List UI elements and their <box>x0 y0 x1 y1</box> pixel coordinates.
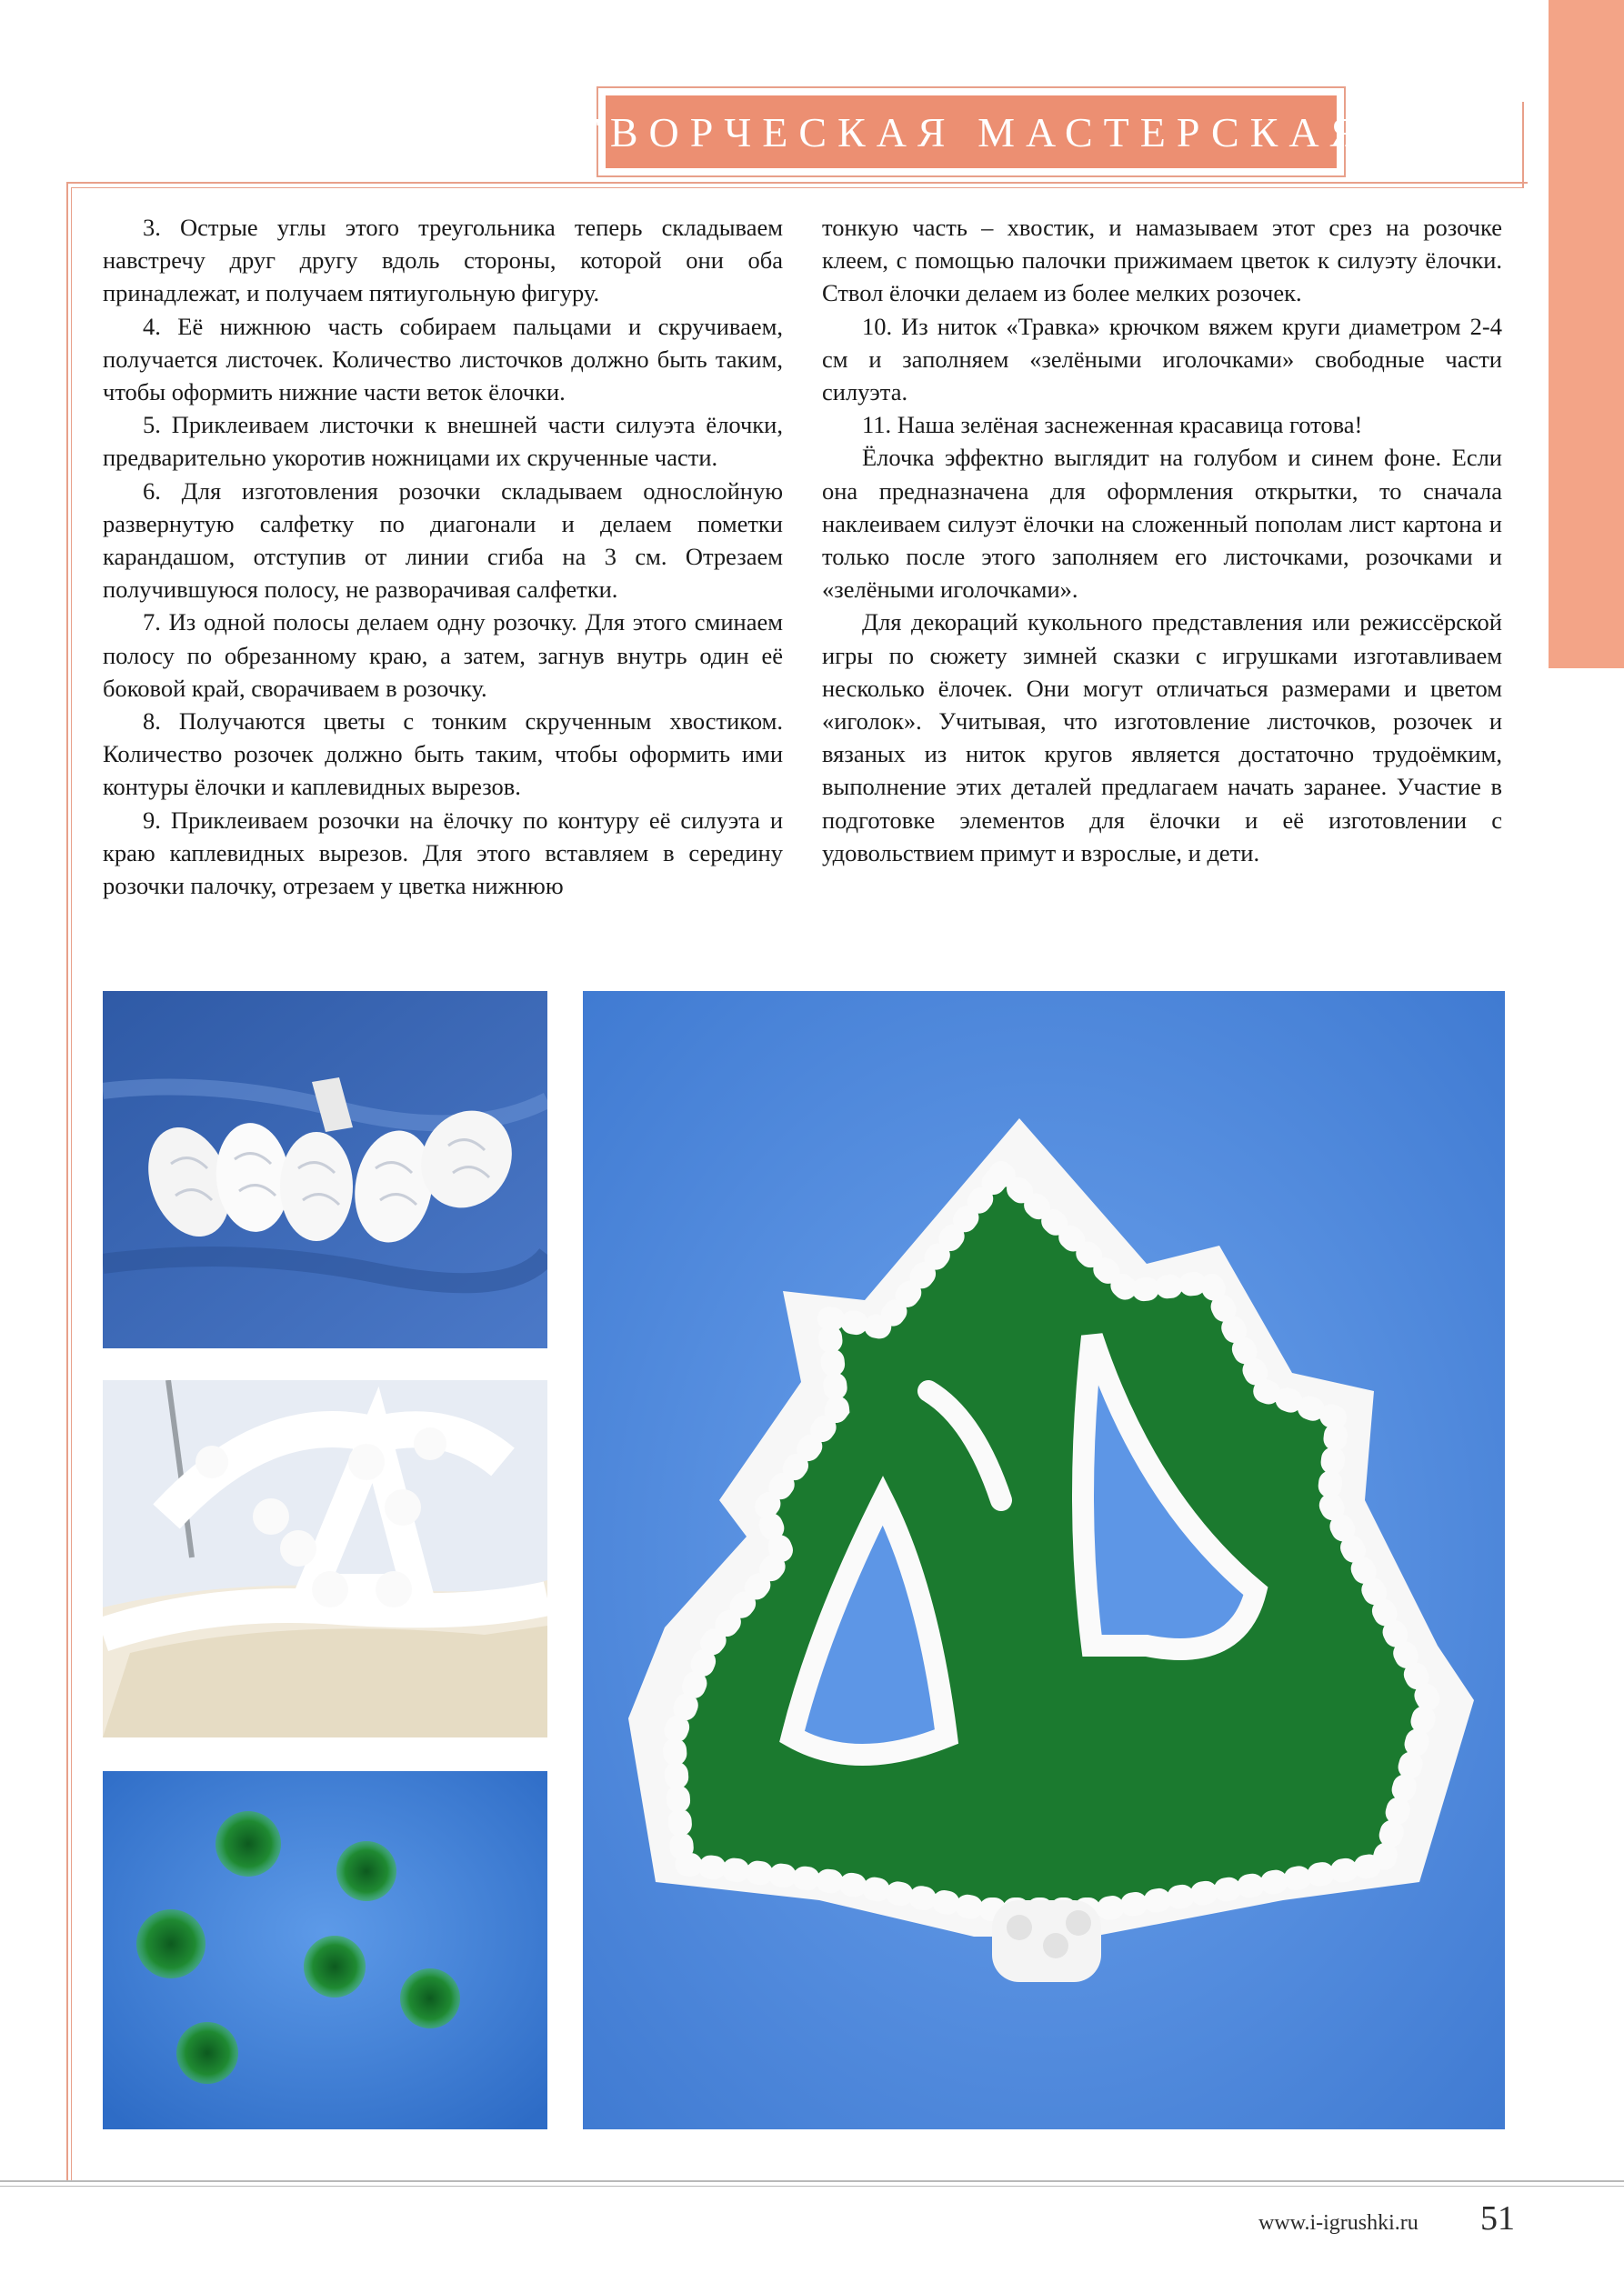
page-number: 51 <box>1480 2199 1515 2238</box>
side-accent-bar <box>1549 0 1624 668</box>
photo-green-circles <box>103 1771 547 2129</box>
paragraph-step-8: 8. Получаются цветы с тонким скрученным хвостиком. Количество розочек должно быть таким, чтобы оформить ими контуры ёлочки и каплевидных вырезов. <box>103 707 783 801</box>
left-column <box>103 211 783 902</box>
footer-rule-bottom <box>0 2186 1624 2187</box>
paragraph-step-6: 6. Для изготовления розочки складываем однослойную развернутую салфетку по диагонали и делаем пометки карандашом, отступив от линии сгиба на 3 см. Отрезаем получившуюся полосу, не разворачивая салфетки. <box>103 476 783 604</box>
frame-line-top-inner <box>71 187 1523 188</box>
frame-line-right <box>1522 102 1524 188</box>
paragraph-step-11: 11. Наша зелёная заснеженная красавица готова! <box>862 411 1363 439</box>
photo-gluing-roses <box>103 1380 547 1737</box>
footer-rule-top <box>0 2180 1624 2182</box>
paragraph-step-7: 7. Из одной полосы делаем одну розочку. Для этого сминаем полосу по обрезанному краю, а затем, загнув внутрь один её боковой край, сворачиваем в розочку. <box>103 608 783 702</box>
frame-line-left <box>66 182 68 2182</box>
paragraph-step-3: 3. Острые углы этого треугольника теперь складываем навстречу друг другу вдоль стороны, которой они оба принадлежат, и получаем пятиугольную фигуру. <box>103 214 783 307</box>
section-title: ТВОРЧЕСКАЯ МАСТЕРСКАЯ <box>573 108 1369 155</box>
frame-line-top <box>66 182 1528 184</box>
paragraph-step-5: 5. Приклеиваем листочки к внешней части силуэта ёлочки, предварительно укоротив ножницами их скрученные части. <box>103 411 783 472</box>
paragraph-step-4: 4. Её нижнюю часть собираем пальцами и скручиваем, получается листочек. Количество листочков должно быть таким, чтобы оформить нижние части веток ёлочки. <box>103 312 783 406</box>
paragraph-decorations: Для декораций кукольного представления или режиссёрской игры по сюжету зимней сказки с игрушками изготавливаем несколько ёлочек. Они могут отличаться размерами и цветом «иголок». Учитывая, что изготовление листочков, розочек и вязаных из ниток кругов является достаточно трудоёмким, выполнение этих деталей предлагаем начать заранее. Участие в подготовке элементов для ёлочки и её изготовлении с удовольствием примут и взрослые, и дети. <box>822 608 1502 866</box>
photo-paper-roses <box>103 991 547 1348</box>
footer-website: www.i-igrushki.ru <box>1258 2211 1418 2235</box>
section-title-box <box>573 86 1369 177</box>
photo-finished-fir-tree <box>583 991 1505 2129</box>
paragraph-step-9-continued: тонкую часть – хвостик, и намазываем этот срез на розочке клеем, с помощью палочки прижимаем цветок к силуэту ёлочки. Ствол ёлочки делаем из более мелких розочек. <box>822 214 1502 307</box>
frame-line-left-inner <box>71 187 72 2182</box>
paragraph-step-9: 9. Приклеиваем розочки на ёлочку по контуру её силуэта и краю каплевидных вырезов. Для этого вставляем в середину розочки палочку, отрезаем у цветка нижнюю <box>103 806 783 900</box>
right-column <box>822 211 1502 869</box>
paragraph-step-10: 10. Из ниток «Травка» крючком вяжем круги диаметром 2-4 см и заполняем «зелёными иголочками» свободные части силуэта. <box>822 312 1502 406</box>
section-title-fill <box>573 95 1369 168</box>
paragraph-background-tip: Ёлочка эффектно выглядит на голубом и синем фоне. Если она предназначена для оформления открытки, то сначала наклеиваем силуэт ёлочки на сложенный пополам лист картона и только после этого заполняем его листочками, розочками и «зелёными иголочками». <box>822 444 1502 604</box>
